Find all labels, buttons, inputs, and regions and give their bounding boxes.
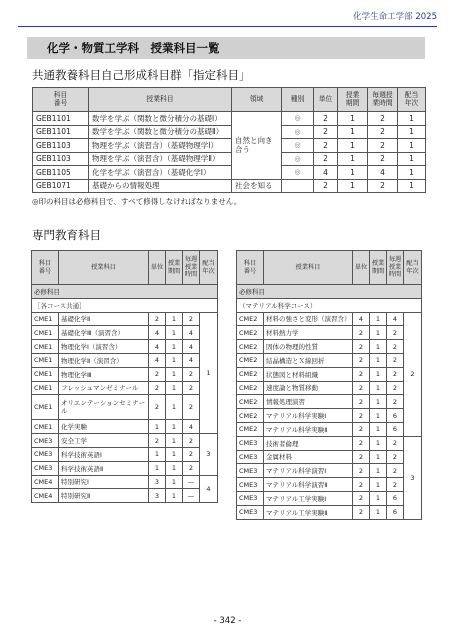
band-row (32, 285, 218, 299)
weekly-hours: 2 (387, 367, 404, 381)
units: 2 (353, 436, 370, 450)
year: 1 (200, 312, 218, 434)
course-code: CME2 (237, 340, 264, 354)
course-name: 速度論と物質移動 (264, 381, 353, 395)
table-row (32, 326, 218, 340)
subband-label: （マテリアル科学コース） (237, 298, 422, 312)
units: 2 (149, 395, 166, 420)
units: 2 (353, 409, 370, 423)
units: 2 (353, 353, 370, 367)
course-name: 技術者倫理 (264, 436, 353, 450)
year: 2 (404, 312, 422, 436)
units: 2 (149, 312, 166, 326)
course-code: CME4 (32, 475, 59, 489)
weekly-hours: 2 (387, 478, 404, 492)
table-row (32, 447, 218, 461)
table-row (32, 340, 218, 354)
course-name: マテリアル科学実験Ⅱ (264, 422, 353, 436)
units: 2 (149, 367, 166, 381)
course-name: 材料の強さと変形（演習含） (264, 312, 353, 326)
header-text: 化学生命工学部 2025 (353, 12, 437, 22)
table-row (237, 436, 422, 450)
weekly-hours: 2 (183, 434, 200, 448)
weekly-hours: 2 (368, 112, 398, 126)
year: 4 (200, 475, 218, 503)
course-code: CME2 (237, 381, 264, 395)
course-name: 状態図と材料組織 (264, 367, 353, 381)
course-code: CME3 (32, 461, 59, 475)
course-code: CME1 (32, 353, 59, 367)
table-row (237, 340, 422, 354)
course-code: CME2 (237, 326, 264, 340)
units: 1 (149, 447, 166, 461)
materials-required-table (236, 250, 422, 520)
period: 1 (338, 179, 368, 193)
col-header-period: 授業 期間 (166, 251, 183, 285)
band-row (237, 285, 422, 299)
required-mark: ◎ (282, 139, 314, 153)
weekly-hours: 4 (183, 326, 200, 340)
weekly-hours: — (183, 475, 200, 489)
course-name: オリエンテーションセミナール (59, 395, 149, 420)
table-header-row (33, 88, 426, 112)
course-name: 特別研究Ⅱ (59, 489, 149, 503)
table-row (237, 353, 422, 367)
course-code: CME1 (32, 312, 59, 326)
weekly-hours: 2 (387, 436, 404, 450)
section1-title: 共通教養科目自己形成科目群「指定科目」 (32, 68, 251, 82)
course-name: 物理化学Ⅰ（演習含） (59, 340, 149, 354)
table-row (32, 395, 218, 420)
col-header-hours: 毎週 授業 時間 (387, 251, 404, 285)
course-code: CME1 (32, 395, 59, 420)
weekly-hours: 2 (387, 326, 404, 340)
required-note: ◎印の科目は必修科目で、すべて修得しなければなりません。 (32, 197, 242, 206)
course-code: CME2 (237, 312, 264, 326)
course-name: マテリアル科学演習Ⅰ (264, 464, 353, 478)
units: 2 (353, 395, 370, 409)
units: 4 (353, 312, 370, 326)
header-rule (18, 26, 437, 27)
course-code: CME3 (32, 447, 59, 461)
weekly-hours: 2 (387, 395, 404, 409)
weekly-hours: 2 (368, 179, 398, 193)
units: 2 (314, 139, 338, 153)
table-row (32, 312, 218, 326)
subband-label: ［各コース共通］ (32, 298, 218, 312)
course-code: GEB1103 (33, 152, 89, 166)
units: 2 (149, 434, 166, 448)
table-row (33, 139, 426, 153)
course-code: CME3 (237, 478, 264, 492)
course-name: フレッシュマンゼミナール (59, 381, 149, 395)
course-name: 基礎からの情報処理 (89, 179, 232, 193)
year: 1 (398, 152, 426, 166)
period: 1 (166, 420, 183, 434)
course-code: CME3 (32, 434, 59, 448)
period: 1 (166, 395, 183, 420)
page-title: 化学・物質工学科 授業科目一覧 (47, 41, 220, 55)
required-mark (282, 179, 314, 193)
table-row (237, 491, 422, 505)
weekly-hours: 6 (387, 491, 404, 505)
domain-cell: 社会を知る (232, 179, 282, 193)
period: 1 (370, 395, 387, 409)
col-header-domain: 領域 (232, 88, 282, 112)
weekly-hours: 4 (387, 312, 404, 326)
course-name: 物理を学ぶ（演習含）（基礎物理学Ⅰ） (89, 139, 232, 153)
course-code: CME3 (237, 505, 264, 519)
col-header-year: 配当 年次 (200, 251, 218, 285)
col-header-name: 授業科目 (59, 251, 149, 285)
course-code: GEB1071 (33, 179, 89, 193)
table-row (237, 422, 422, 436)
period: 1 (166, 326, 183, 340)
table-row (237, 326, 422, 340)
period: 1 (370, 381, 387, 395)
general-courses-table (32, 87, 426, 193)
weekly-hours: 4 (183, 420, 200, 434)
course-name: 物理を学ぶ（演習含）（基礎物理学Ⅱ） (89, 152, 232, 166)
course-name: 数学を学ぶ（関数と微分積分の基礎Ⅰ） (89, 112, 232, 126)
section2-title: 専門教育科目 (32, 228, 101, 242)
table-row (33, 166, 426, 180)
col-header-period: 授業 期間 (338, 88, 368, 112)
year: 1 (398, 112, 426, 126)
course-code: GEB1103 (33, 139, 89, 153)
year: 1 (398, 139, 426, 153)
course-code: CME2 (237, 409, 264, 423)
col-header-units: 単位 (314, 88, 338, 112)
weekly-hours: 2 (183, 381, 200, 395)
table-row (32, 420, 218, 434)
col-header-name: 授業科目 (264, 251, 353, 285)
table-row (237, 478, 422, 492)
table-row (237, 312, 422, 326)
course-name: 材料熱力学 (264, 326, 353, 340)
units: 2 (353, 464, 370, 478)
weekly-hours: 2 (183, 367, 200, 381)
period: 1 (370, 367, 387, 381)
common-required-table (31, 250, 218, 503)
subband-row (237, 298, 422, 312)
period: 1 (370, 478, 387, 492)
course-name: マテリアル科学演習Ⅱ (264, 478, 353, 492)
table-header-row (32, 251, 218, 285)
weekly-hours: 2 (387, 381, 404, 395)
period: 1 (370, 353, 387, 367)
units: 2 (149, 381, 166, 395)
table-row (33, 112, 426, 126)
required-mark: ◎ (282, 152, 314, 166)
units: 2 (353, 326, 370, 340)
col-header-code: 科目 番号 (237, 251, 264, 285)
course-code: GEB1101 (33, 125, 89, 139)
table-row (33, 125, 426, 139)
course-name: 基礎化学Ⅲ（演習含） (59, 326, 149, 340)
period: 1 (370, 422, 387, 436)
units: 2 (353, 450, 370, 464)
weekly-hours: 2 (387, 353, 404, 367)
course-code: CME2 (237, 353, 264, 367)
period: 1 (370, 436, 387, 450)
course-name: マテリアル工学実験Ⅰ (264, 491, 353, 505)
course-code: GEB1101 (33, 112, 89, 126)
table-header-row (237, 251, 422, 285)
course-code: CME3 (237, 436, 264, 450)
course-code: CME3 (237, 491, 264, 505)
period: 1 (166, 353, 183, 367)
course-name: 結晶構造とＸ線回折 (264, 353, 353, 367)
course-name: 情報処理演習 (264, 395, 353, 409)
weekly-hours: 2 (368, 152, 398, 166)
units: 2 (353, 381, 370, 395)
course-code: CME1 (32, 420, 59, 434)
band-label: 必修科目 (237, 285, 422, 299)
period: 1 (166, 461, 183, 475)
course-code: CME4 (32, 489, 59, 503)
table-row (33, 152, 426, 166)
domain-cell: 自然と向き合う (232, 112, 282, 180)
course-name: 科学技術英語Ⅰ (59, 447, 149, 461)
units: 2 (314, 125, 338, 139)
weekly-hours: 2 (387, 450, 404, 464)
required-mark: ◎ (282, 125, 314, 139)
course-code: CME1 (32, 381, 59, 395)
course-name: 科学技術英語Ⅱ (59, 461, 149, 475)
year: 3 (200, 434, 218, 475)
weekly-hours: 6 (387, 409, 404, 423)
period: 1 (166, 367, 183, 381)
table-row (237, 505, 422, 519)
period: 1 (370, 312, 387, 326)
units: 2 (314, 112, 338, 126)
period: 1 (166, 312, 183, 326)
period: 1 (338, 139, 368, 153)
year: 1 (398, 125, 426, 139)
subband-row (32, 298, 218, 312)
col-header-code: 科目 番号 (33, 88, 89, 112)
course-code: CME2 (237, 395, 264, 409)
period: 1 (370, 464, 387, 478)
table-row (237, 367, 422, 381)
period: 1 (166, 447, 183, 461)
page-number: - 342 - (213, 616, 242, 626)
weekly-hours: 2 (387, 464, 404, 478)
units: 2 (314, 152, 338, 166)
units: 4 (149, 353, 166, 367)
table-row (237, 464, 422, 478)
weekly-hours: 4 (368, 166, 398, 180)
period: 1 (370, 505, 387, 519)
units: 2 (353, 340, 370, 354)
period: 1 (370, 409, 387, 423)
weekly-hours: 2 (183, 447, 200, 461)
col-header-type: 種別 (282, 88, 314, 112)
table-row (237, 409, 422, 423)
weekly-hours: 2 (368, 139, 398, 153)
col-header-units: 単位 (353, 251, 370, 285)
weekly-hours: 4 (183, 340, 200, 354)
required-mark: ◎ (282, 112, 314, 126)
period: 1 (370, 340, 387, 354)
weekly-hours: 6 (387, 505, 404, 519)
course-code: CME2 (237, 367, 264, 381)
units: 2 (314, 179, 338, 193)
period: 1 (166, 489, 183, 503)
period: 1 (338, 112, 368, 126)
period: 1 (338, 152, 368, 166)
course-code: GEB1105 (33, 166, 89, 180)
course-name: 安全工学 (59, 434, 149, 448)
col-header-period: 授業 期間 (370, 251, 387, 285)
course-code: CME1 (32, 326, 59, 340)
period: 1 (166, 340, 183, 354)
course-name: 数学を学ぶ（関数と微分積分の基礎Ⅱ） (89, 125, 232, 139)
period: 1 (338, 125, 368, 139)
course-code: CME3 (237, 464, 264, 478)
table-row (32, 434, 218, 448)
units: 2 (353, 505, 370, 519)
course-name: 金属材料 (264, 450, 353, 464)
units: 4 (149, 326, 166, 340)
course-code: CME2 (237, 422, 264, 436)
course-code: CME1 (32, 367, 59, 381)
units: 4 (314, 166, 338, 180)
units: 1 (149, 461, 166, 475)
table-row (33, 179, 426, 193)
table-row (32, 475, 218, 489)
table-row (237, 450, 422, 464)
required-mark: ◎ (282, 166, 314, 180)
course-name: 化学を学ぶ（演習含）（基礎化学Ⅰ） (89, 166, 232, 180)
period: 1 (370, 450, 387, 464)
col-header-hours: 毎週 授業 時間 (183, 251, 200, 285)
col-header-code: 科目 番号 (32, 251, 59, 285)
weekly-hours: 2 (183, 461, 200, 475)
course-name: マテリアル科学実験Ⅰ (264, 409, 353, 423)
course-name: 固体の物理的性質 (264, 340, 353, 354)
col-header-year: 配当 年次 (404, 251, 422, 285)
period: 1 (166, 475, 183, 489)
period: 1 (166, 381, 183, 395)
units: 3 (149, 489, 166, 503)
table-row (32, 381, 218, 395)
col-header-hours: 毎週授 業時間 (368, 88, 398, 112)
units: 4 (149, 340, 166, 354)
course-name: 特別研究Ⅰ (59, 475, 149, 489)
table-row (32, 367, 218, 381)
units: 3 (149, 475, 166, 489)
course-name: 物理化学Ⅲ (59, 367, 149, 381)
table-row (32, 353, 218, 367)
course-code: CME3 (237, 450, 264, 464)
units: 2 (353, 478, 370, 492)
units: 2 (353, 491, 370, 505)
year: 1 (398, 179, 426, 193)
period: 1 (370, 491, 387, 505)
weekly-hours: 6 (387, 422, 404, 436)
period: 1 (338, 166, 368, 180)
weekly-hours: 2 (387, 340, 404, 354)
weekly-hours: — (183, 489, 200, 503)
band-label: 必修科目 (32, 285, 218, 299)
table-row (32, 461, 218, 475)
table-row (32, 489, 218, 503)
table-row (237, 395, 422, 409)
col-header-units: 単位 (149, 251, 166, 285)
course-code: CME1 (32, 340, 59, 354)
weekly-hours: 2 (368, 125, 398, 139)
units: 2 (353, 422, 370, 436)
course-name: 物理化学Ⅱ（演習含） (59, 353, 149, 367)
course-name: 化学実験 (59, 420, 149, 434)
year: 1 (398, 166, 426, 180)
units: 1 (149, 420, 166, 434)
period: 1 (166, 434, 183, 448)
units: 2 (353, 367, 370, 381)
table-row (237, 381, 422, 395)
year: 3 (404, 436, 422, 519)
weekly-hours: 2 (183, 395, 200, 420)
col-header-year: 配当 年次 (398, 88, 426, 112)
course-name: 基礎化学Ⅱ (59, 312, 149, 326)
title-bar (27, 37, 425, 59)
weekly-hours: 4 (183, 353, 200, 367)
period: 1 (370, 326, 387, 340)
course-name: マテリアル工学実験Ⅱ (264, 505, 353, 519)
col-header-name: 授業科目 (89, 88, 232, 112)
weekly-hours: 2 (183, 312, 200, 326)
